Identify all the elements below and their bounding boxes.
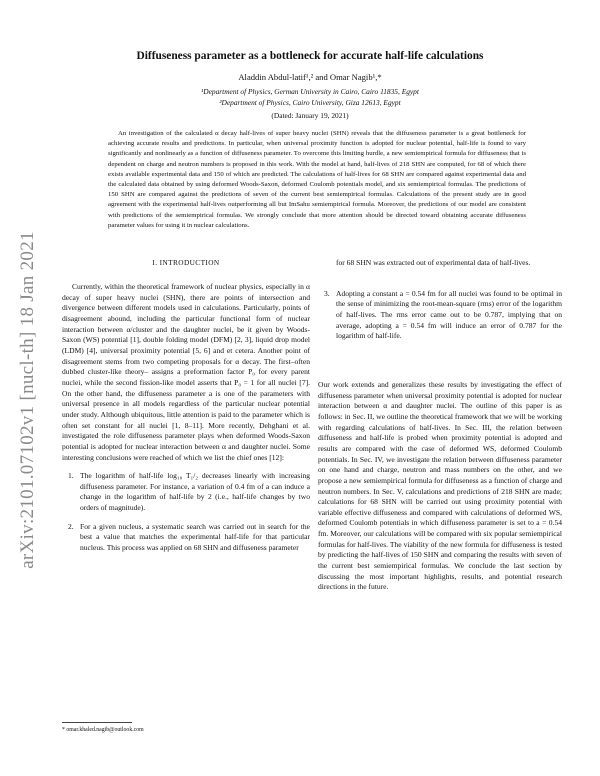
abstract	[108, 129, 526, 231]
dated-line: (Dated: January 19, 2021)	[271, 111, 349, 120]
right-column	[318, 258, 562, 593]
author-list: Aladdin Abdul-latif¹,² and Omar Nagib¹,*	[238, 72, 382, 82]
list-item	[318, 289, 562, 342]
abstract-text: An investigation of the calculated α decay half-lives of super heavy nuclei (SHN) reveals that the diffuseness parameter is a great bottleneck for achieving accurate results and predictions. In particular, when universal proximity function is adopted for nuclear potential, half-life is found to vary significantly and nonlinearly as a function of diffuseness parameter. To overcome this limiting hurdle, a new semiempirical formula for diffuseness that is dependent on charge and neutron numbers is proposed in this work. With the model at hand, half-lives of 218 SHN are computed, for 68 of which there exists available experimental data and 150 of which are predicted. The calculations of half-lives for 68 SHN are compared against experimental data and the calculated data obtained by using deformed Woods-Saxon, deformed Coulomb potentials model, and six semiempirical formulas. The predictions of 150 SHN are compared against the predictions of seven of the current best semiempirical formulas. Calculations of the present study are in good agreement with the experimental half-lives outperforming all but ImSahu semiempirical formula. Moreover, the predictions of our model are consistent with predictions of the semiempirical formulas. We strongly conclude that more attention should be directed toward obtaining accurate diffuseness parameter values for using it in nuclear calculations.	[108, 130, 526, 229]
list-item-text: For a given nucleus, a systematic search was carried out in search for the best a value that matches the experimental half-life for that particular nucleus. This process was applied on 68 SHN and diffuseness parameter	[80, 521, 310, 553]
left-column	[62, 282, 310, 554]
footnote-divider	[62, 722, 132, 723]
intro-paragraph: Currently, within the theoretical framework of nuclear physics, especially in α decay of super heavy nuclei (SHN), there are points of intersection and divergence between different models used in calculations. Particularly, points of disagreement abound, including the particular functional form of nuclear interaction between α/cluster and the daughter nuclei, be it given by Woods-Saxon (WS) potential [1], double folding model (DFM) [2, 3], liquid drop model (LDM) [4], universal proximity potential [5, 6] and et cetera. Another point of disagreement stems from two competing proposals for α decay. The first–often dubbed cluster-like theory– assigns a preformation factor P₀ for every parent nuclei, while the second fission-like model asserts that P₀ = 1 for all nuclei [7]. On the other hand, the diffuseness parameter a is one of the parameters with universal presence in all models regardless of the particular nuclear potential under study. Although ubiquitous, little attention is paid to the parameter which is often set constant for all nuclei [1, 8–11]. More recently, Dehghani et al. investigated the role diffuseness parameter plays when deformed Woods-Saxon potential is adopted for nuclear interaction between α and daughter nuclei. Some interesting conclusions were reached of which we list the chief ones [12]:	[62, 282, 310, 462]
outline-paragraph: Our work extends and generalizes these results by investigating the effect of diffuseness parameter when universal proximity potential is adopted for nuclear interaction between α and daughter nuclei. The outline of this paper is as follows: in Sec. II, we outline the theoretical framework that we will be working with regarding calculations of half-lives. In Sec. III, the relation between diffuseness and half-life is probed when proximity potential is adopted and results are compared with the case of deformed WS, deformed Coulomb potentials. In Sec. IV, we investigate the relation between diffuseness parameter on one hand and charge, neutron and mass numbers on the other, and we propose a new semiempirical formula for diffuseness as a function of charge and neutron numbers. In Sec. V, calculations and predictions of 218 SHN are made; calculations for 68 SHN will be carried out using proximity potential with variable effective diffuseness and compared with calculations of deformed WS, deformed Coulomb potentials in which diffuseness parameter is set to a = 0.54 fm. Moreover, our calculations will be compared with six popular semiempirical formulas for half-lives. The viability of the new formula for diffuseness is tested by predicting the half-lives of 150 SHN and comparing the results with seven of the current best semiempirical formulas. We conclude the last section by discussing the most important highlights, results, and potential research directions in the future.	[318, 379, 562, 592]
arxiv-stamp	[8, 180, 48, 620]
list-item-text: Adopting a constant a = 0.54 fm for all nuclei was found to be optimal in the sense of minimizing the root-mean-square (rms) error of the logarithm of half-lives. The rms error came out to be 0.787, implying that on average, adopting a = 0.54 fm will induce an error of 0.787 for the logarithm of half-life.	[336, 288, 562, 341]
affiliation-1: ¹Department of Physics, German University in Cairo, Cairo 11835, Egypt	[201, 87, 419, 96]
list-item	[62, 471, 310, 514]
findings-list-left	[62, 471, 310, 554]
affiliation-2: ²Department of Physics, Cairo University, Giza 12613, Egypt	[219, 97, 401, 107]
list-item-number: 1.	[68, 471, 74, 481]
paper-title: Diffuseness parameter as a bottleneck for accurate half-life calculations	[136, 50, 484, 62]
footnote-email: * omar.khaled.nagib@outlook.com	[62, 727, 144, 733]
findings-list-right	[318, 289, 562, 342]
section-heading-introduction: I. INTRODUCTION	[152, 258, 220, 267]
list-continuation: for 68 SHN was extracted out of experimental data of half-lives.	[336, 258, 531, 267]
list-item-number: 3.	[324, 288, 330, 298]
list-item-text: The logarithm of half-life log₁₀ T₁/₂ decreases linearly with increasing diffuseness parameter. For instance, a variation of 0.4 fm of a can induce a change in the logarithm of half-life by 2 (i.e., half-life changes by two orders of magnitude).	[80, 471, 310, 513]
affiliations	[60, 87, 560, 108]
list-item-number: 2.	[68, 521, 74, 531]
arxiv-stamp-text: arXiv:2101.07102v1 [nucl-th] 18 Jan 2021	[17, 231, 38, 569]
list-item	[62, 522, 310, 554]
